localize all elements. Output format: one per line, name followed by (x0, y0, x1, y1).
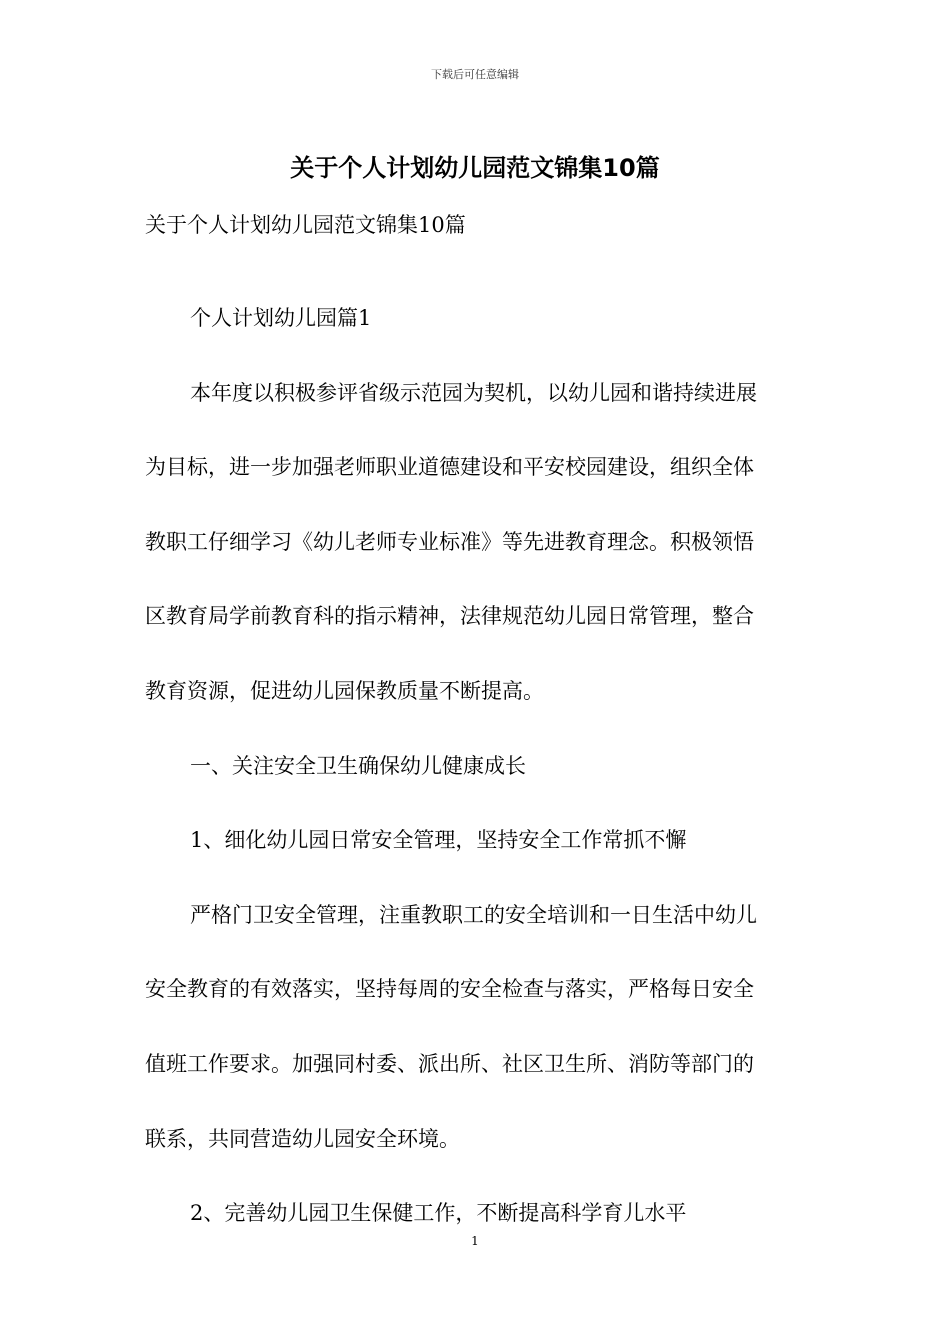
paragraph-line: 区教育局学前教育科的指示精神，法律规范幼儿园日常管理，整合 (145, 604, 754, 629)
paragraph-line: 联系，共同营造幼儿园安全环境。 (145, 1126, 460, 1151)
paragraph-line: 为目标，进一步加强老师职业道德建设和平安校园建设，组织全体 (145, 455, 754, 480)
paragraph-line: 教育资源，促进幼儿园保教质量不断提高。 (145, 678, 544, 703)
subtitle-line: 关于个人计划幼儿园范文锦集10篇 (145, 213, 466, 237)
document-title: 关于个人计划幼儿园范文锦集10篇 (290, 154, 660, 182)
paragraph-line: 值班工作要求。加强同村委、派出所、社区卫生所、消防等部门的 (145, 1051, 754, 1076)
page-number: 1 (471, 1234, 479, 1248)
section-heading: 一、关注安全卫生确保幼儿健康成长 (190, 753, 526, 778)
paragraph-line: 安全教育的有效落实，坚持每周的安全检查与落实，严格每日安全 (145, 977, 754, 1002)
subsection-heading: 1、细化幼儿园日常安全管理，坚持安全工作常抓不懈 (190, 828, 687, 853)
section-heading: 个人计划幼儿园篇1 (190, 306, 372, 330)
page-header-note: 下载后可任意编辑 (431, 68, 519, 81)
document-body (145, 207, 807, 1251)
paragraph-line: 严格门卫安全管理，注重教职工的安全培训和一日生活中幼儿 (190, 902, 757, 927)
paragraph-line: 本年度以积极参评省级示范园为契机，以幼儿园和谐持续进展 (190, 380, 757, 405)
subsection-heading: 2、完善幼儿园卫生保健工作，不断提高科学育儿水平 (190, 1201, 687, 1226)
paragraph-line: 教职工仔细学习《幼儿老师专业标准》等先进教育理念。积极领悟 (145, 529, 754, 554)
